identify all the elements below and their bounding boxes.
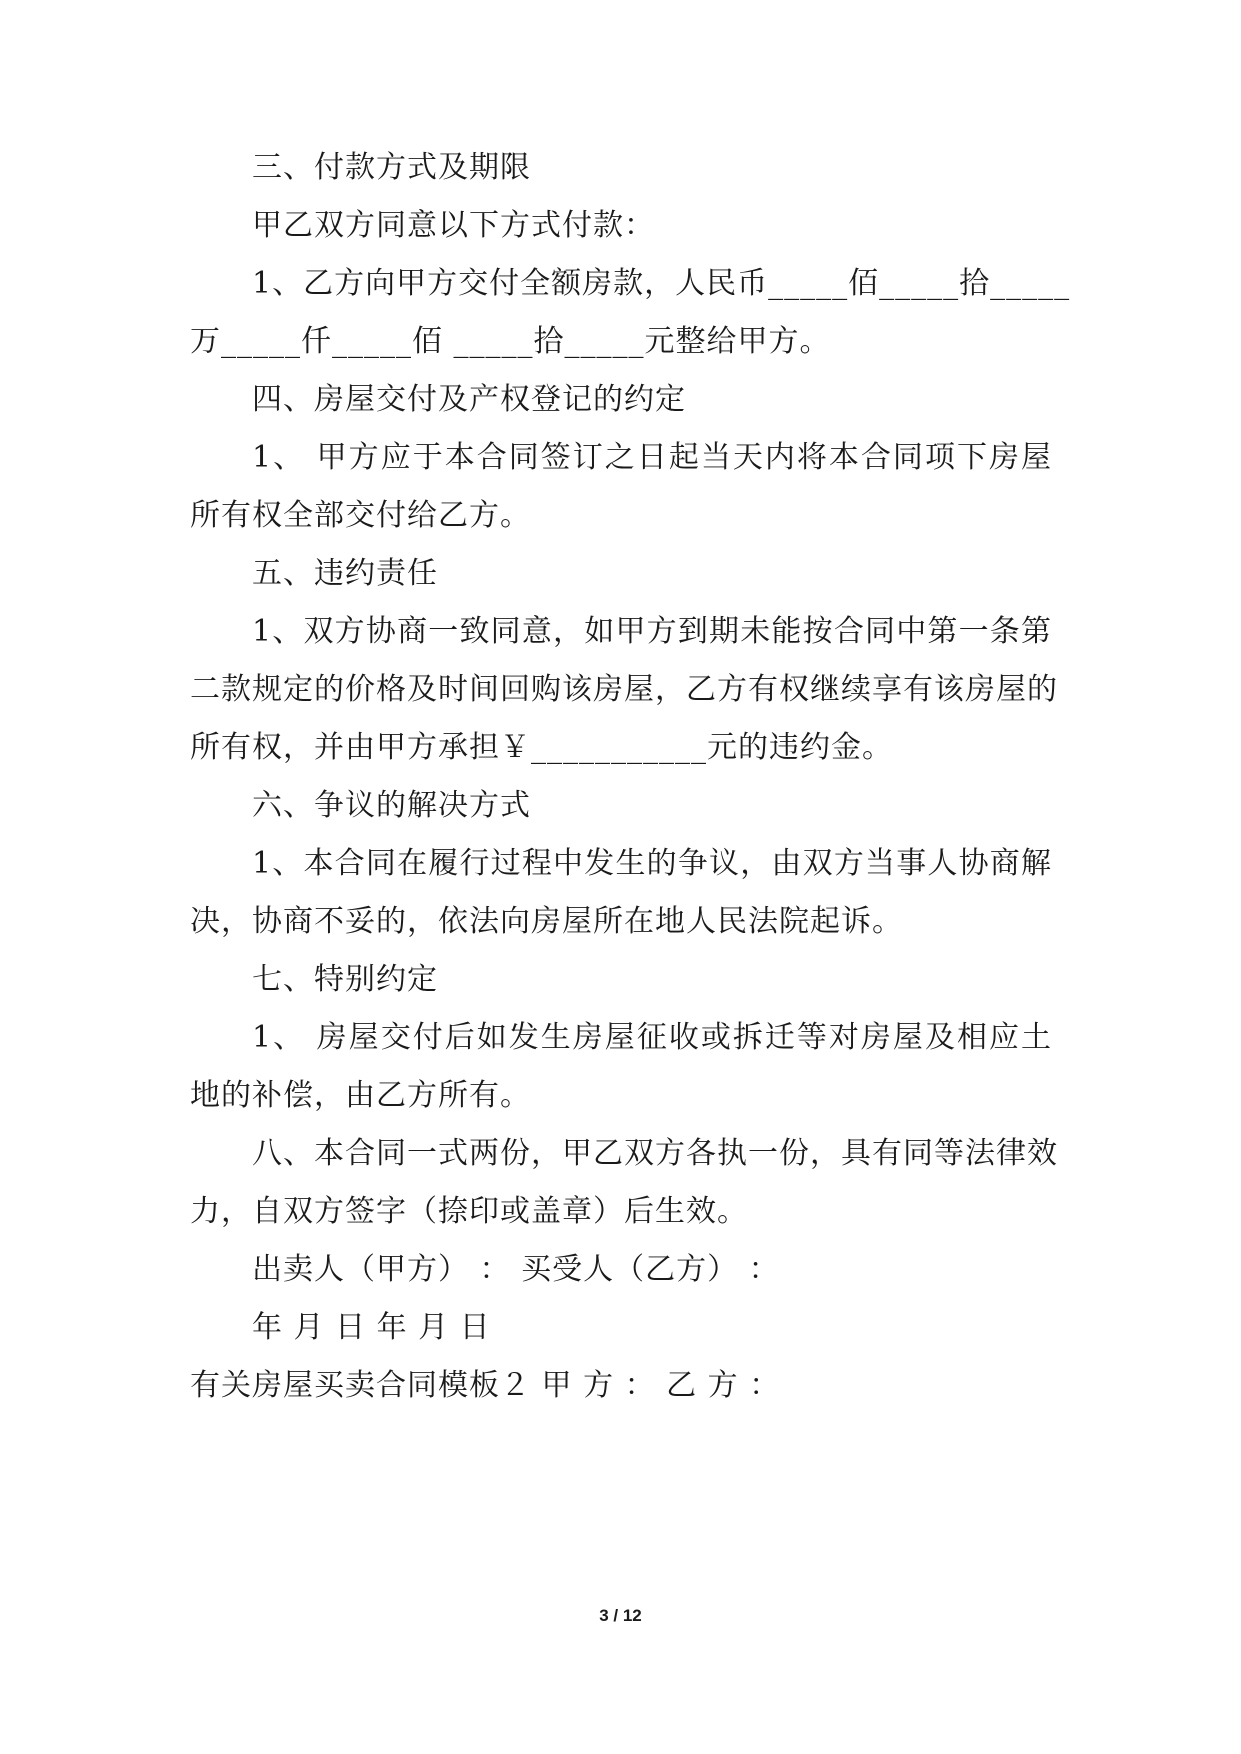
paragraph: 八、本合同一式两份，甲乙双方各执一份，具有同等法律效	[252, 1136, 1058, 1171]
next-template-title: 有关房屋买卖合同模板２ 甲 方 ： 乙 方 ：	[190, 1368, 781, 1403]
section-heading-dispute: 六、争议的解决方式	[252, 788, 531, 823]
paragraph: 万_____仟_____佰 _____拾_____元整给甲方。	[190, 324, 831, 359]
paragraph: 1、乙方向甲方交付全额房款，人民币_____佰_____拾_____	[252, 266, 1071, 301]
paragraph: 所有权全部交付给乙方。	[190, 498, 531, 533]
paragraph: 决，协商不妥的，依法向房屋所在地人民法院起诉。	[190, 904, 903, 939]
paragraph: 甲乙双方同意以下方式付款：	[252, 208, 655, 243]
paragraph: 1、本合同在履行过程中发生的争议，由双方当事人协商解	[252, 846, 1052, 881]
paragraph: 所有权，并由甲方承担￥___________元的违约金。	[190, 730, 893, 765]
paragraph: 1、 房屋交付后如发生房屋征收或拆迁等对房屋及相应土	[252, 1020, 1052, 1055]
section-heading-breach: 五、违约责任	[252, 556, 438, 591]
section-heading-delivery: 四、房屋交付及产权登记的约定	[252, 382, 686, 417]
section-heading-payment: 三、付款方式及期限	[252, 150, 531, 185]
paragraph: 二款规定的价格及时间回购该房屋，乙方有权继续享有该房屋的	[190, 672, 1058, 707]
section-heading-special: 七、特别约定	[252, 962, 438, 997]
signature-dates: 年 月 日 年 月 日	[252, 1310, 491, 1345]
paragraph: 1、双方协商一致同意，如甲方到期未能按合同中第一条第	[252, 614, 1052, 649]
paragraph: 地的补偿，由乙方所有。	[190, 1078, 531, 1113]
paragraph: 1、 甲方应于本合同签订之日起当天内将本合同项下房屋	[252, 440, 1052, 475]
page-number: 3 / 12	[599, 1606, 642, 1625]
paragraph: 力，自双方签字（捺印或盖章）后生效。	[190, 1194, 748, 1229]
signature-parties: 出卖人（甲方） ： 买受人（乙方） ：	[252, 1252, 780, 1287]
